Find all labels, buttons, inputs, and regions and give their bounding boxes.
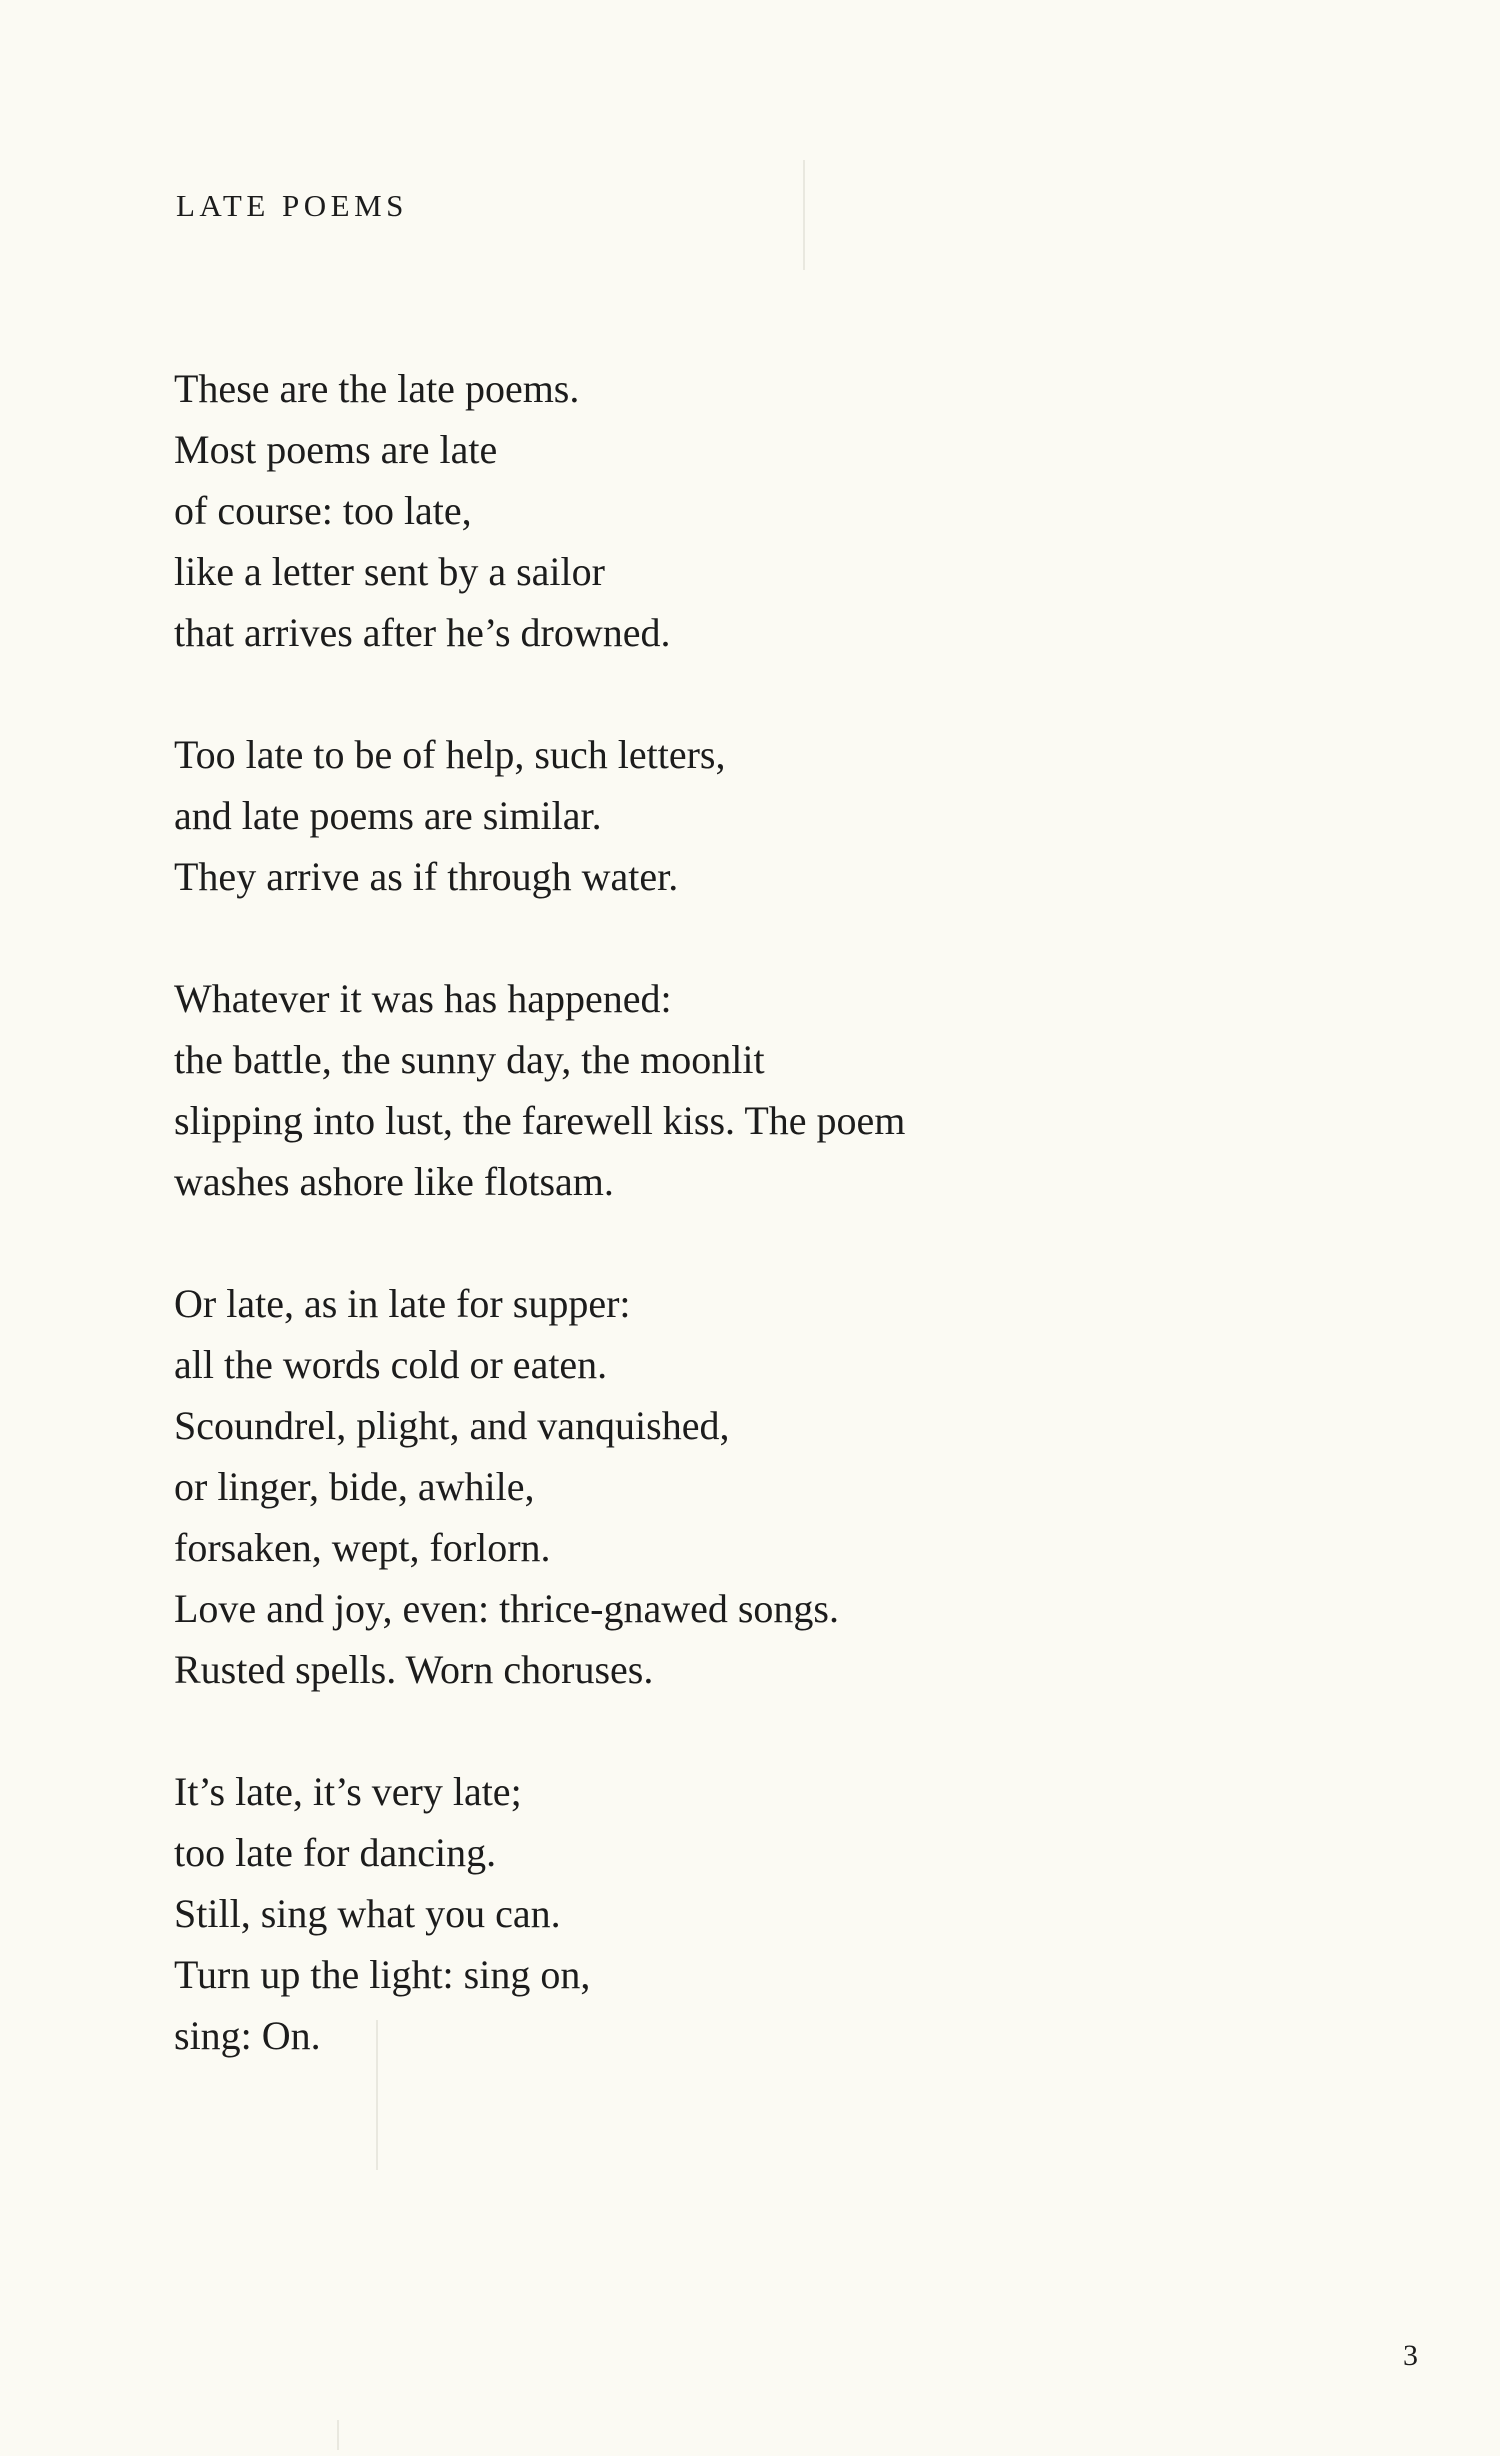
stanza-4 [174,1273,1274,1700]
stanza-1 [174,358,1274,663]
poem-line: forsaken, wept, forlorn. [174,1525,551,1570]
poem-line: slipping into lust, the farewell kiss. The poem [174,1098,906,1143]
stanza-2 [174,724,1274,907]
poem-line: Too late to be of help, such letters, [174,732,726,777]
poem-title: LATE POEMS [176,188,408,223]
poem-line: and late poems are similar. [174,793,602,838]
poem-line: sing: On. [174,2013,321,2058]
page-number: 3 [1403,2339,1418,2372]
poem-line: Still, sing what you can. [174,1891,561,1936]
poem-line: These are the late poems. [174,366,580,411]
poem-line: too late for dancing. [174,1830,497,1875]
scan-artifact [337,2420,339,2450]
poem-line: that arrives after he’s drowned. [174,610,671,655]
poem-line: washes ashore like flotsam. [174,1159,614,1204]
poem-line: of course: too late, [174,488,472,533]
poem-line: Whatever it was has happened: [174,976,672,1021]
scan-artifact [803,160,805,270]
poem-line: Scoundrel, plight, and vanquished, [174,1403,730,1448]
poem-body [174,358,1274,2066]
poem-line: Turn up the light: sing on, [174,1952,591,1997]
poem-line: like a letter sent by a sailor [174,549,605,594]
poem-line: Love and joy, even: thrice-gnawed songs. [174,1586,839,1631]
poem-line: They arrive as if through water. [174,854,679,899]
poem-line: all the words cold or eaten. [174,1342,608,1387]
poem-line: Or late, as in late for supper: [174,1281,631,1326]
poem-line: Most poems are late [174,427,498,472]
stanza-5 [174,1761,1274,2066]
poem-line: the battle, the sunny day, the moonlit [174,1037,765,1082]
stanza-3 [174,968,1274,1212]
poem-line: or linger, bide, awhile, [174,1464,535,1509]
poem-line: It’s late, it’s very late; [174,1769,522,1814]
poem-line: Rusted spells. Worn choruses. [174,1647,654,1692]
scan-artifact [376,2020,378,2170]
